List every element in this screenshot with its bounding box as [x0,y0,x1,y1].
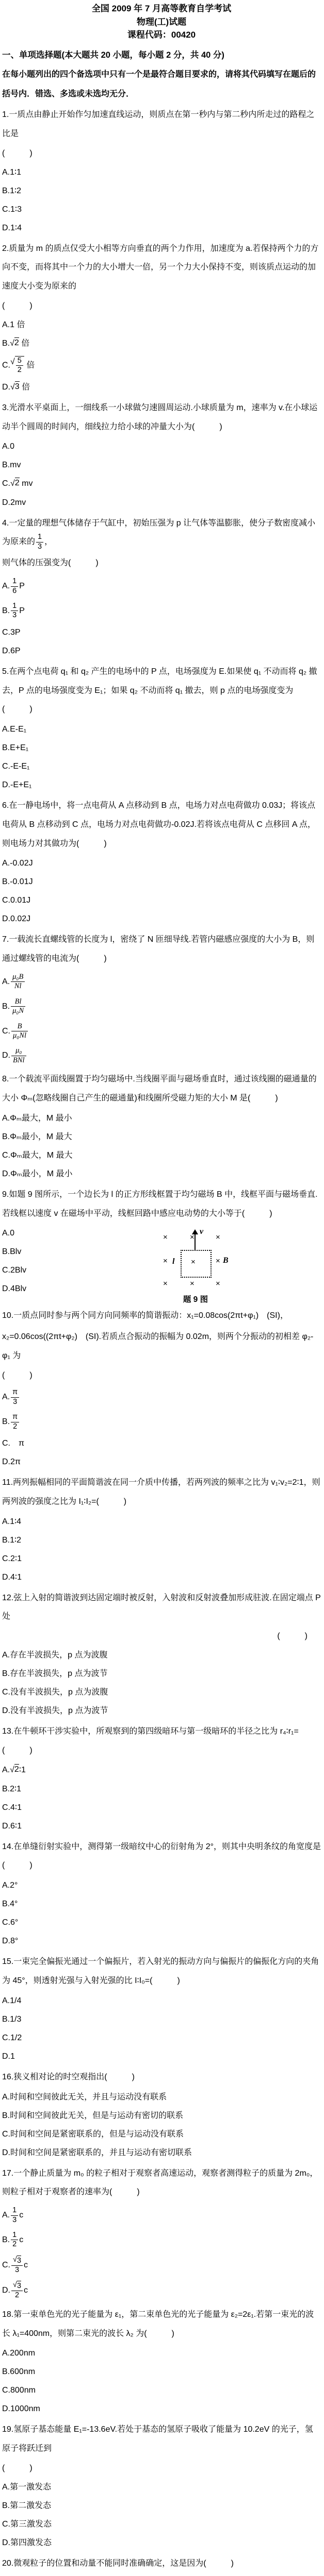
options [2,2203,321,2303]
exam-title: 全国 2009 年 7 月高等教育自学考试 [2,2,321,15]
question-stem: 2.质量为 m 的质点仅受大小相等方向垂直的两个力作用，加速度为 a.若保持两个力的方向不变，而将其中一个力的大小增大一倍，另一个力大小保持不变，则该质点运动的加速度大小变为原来的 [2,240,321,296]
option-a: A.0 [2,1224,157,1243]
option-d: D.-E+E₁ [2,776,321,794]
fraction [16,357,23,375]
denominator: 2 [16,366,23,375]
option-b: B.1∶2 [2,182,321,200]
options [2,2574,321,2576]
section-instructions: 在每小题列出的四个备选项中只有一个是最符合题目要求的，请将其代码填写在题后的括号内．错选、多选或未选均无分． [2,65,321,104]
option-a: A.时间和空间彼此无关，并且与运动没有联系 [2,2088,321,2107]
options [2,1513,321,1587]
radicand: √ 2 [14,337,19,348]
option-a: A.2° [2,1876,321,1895]
option-suffix: c [24,2261,28,2269]
velocity-arrow-icon [195,1234,196,1251]
question-14 [2,1838,321,1951]
question-stem: 10.一质点同时参与两个同方向同频率的简谐振动：x₁=0.08cos(2πt+φ₁) (SI)， [2,1307,321,1326]
numerator: μ₀ [11,1046,26,1056]
option-c: C.2∶1 [2,1550,321,1568]
option-c: C. π [2,1434,321,1453]
option-d: D.0.02J [2,910,321,928]
sqrt-radical [10,381,20,394]
option-d: D.6P [2,642,321,660]
option-b: B.1/3 [2,2010,321,2029]
option-d: D.4∶1 [2,1568,321,1587]
stem-text: 4.一定量的理想气体储存于气缸中，初始压强为 p 让气体等温膨胀，使分子数密度减小为原来的 [2,519,315,547]
options [2,316,321,397]
radicand: √ 3 [17,2256,21,2265]
option-c: C.没有半波损失，p 点为波腹 [2,1683,321,1702]
option-suffix: c [19,2235,23,2244]
sqrt-radical [10,1764,19,1776]
option-d: D.1∶4 [2,219,321,238]
question-9-body [2,1224,321,1304]
options [2,1761,321,1835]
option-a: A.0 [2,437,321,456]
numerator: 1 [11,602,18,611]
options [2,1876,321,1951]
question-16 [2,2068,321,2162]
fraction [11,602,18,620]
answer-paren: ( ) [2,1367,321,1384]
fraction [11,1022,28,1041]
fraction [11,2206,18,2225]
option-prefix: A. [2,1766,10,1775]
option-c: C.1/2 [2,2029,321,2047]
option-c [2,1019,321,1044]
answer-paren: ( ) [2,145,321,162]
numerator: √ 5 [16,357,23,366]
option-c: C.0.01J [2,891,321,910]
fraction [36,533,43,551]
options [2,854,321,928]
option-d [2,1043,321,1068]
question-20 [2,2554,321,2576]
numerator [11,2256,23,2266]
option-prefix: C. [2,2261,10,2269]
option-b [2,334,321,353]
option-b [2,1410,321,1434]
options [2,1646,321,1720]
exam-subtitle: 物理(工)试题 [2,15,321,29]
option-a: A.1 倍 [2,316,321,334]
option-d [2,2278,321,2303]
option-c: C.第三激发态 [2,2515,321,2534]
fraction [11,1413,19,1431]
option-a: A.200nm [2,2344,321,2363]
option-b: B.第二激发态 [2,2497,321,2515]
option-prefix: B. [2,1002,10,1011]
option-c: C.6° [2,1913,321,1932]
option-d: D.1 [2,2047,321,2066]
option-prefix: B. [2,339,10,348]
question-stem: 19.氢原子基态能量 E₁=-13.6eV.若处于基态的氢原子吸收了能量为 10.2eV 的光子，氢原子将跃迁到 [2,2420,321,2459]
options [2,2088,321,2162]
sqrt-radical [10,356,24,375]
figure-9 [157,1227,234,1304]
option-d: D.时间和空间是紧密联系的，并且与运动有密切联系 [2,2144,321,2162]
fraction [11,2256,23,2275]
options [2,437,321,512]
question-13 [2,1722,321,1836]
question-18 [2,2306,321,2419]
option-c: C.时间和空间是紧密联系的，但是与运动没有联系 [2,2125,321,2144]
option-d: D.6∶1 [2,1817,321,1836]
answer-paren: ( ) [2,1628,321,1645]
question-1 [2,106,321,237]
denominator: μ₀Nl [11,1031,28,1040]
option-a: A.-0.02J [2,854,321,873]
question-stem: 3.光滑水平桌面上，一细线系一小球做匀速圆周运动.小球质量为 m，速率为 v.在小球运动半个圆周的时间内，细线拉力给小球的冲量大小为( ) [2,399,321,437]
field-cross-icon [163,1280,168,1287]
option-prefix: B. [2,2235,10,2244]
option-suffix: mv [20,480,33,488]
figure-9-diagram [157,1227,234,1288]
option-prefix: D. [2,1052,10,1060]
question-stem: x₂=0.06cos((2πt+φ₂) (SI).若质点合振动的振幅为 0.02m，则两个分振动的初相差 φ₂-φ₁ 为 [2,1328,321,1366]
numerator: 1 [11,2206,18,2215]
option-d: D.第四激发态 [2,2534,321,2552]
question-3 [2,399,321,512]
options [2,2478,321,2552]
denominator: 3 [11,2266,23,2275]
question-stem: 1.一质点由静止开始作匀加速直线运动，则质点在第一秒内与第二秒内所走过的路程之比是 [2,106,321,144]
question-stem: 9.如题 9 图所示，一个边长为 l 的正方形线框置于均匀磁场 B 中，线框平面与磁场垂直.若线框以速度 v 在磁场中平动，线框回路中感应电动势的大小等于( ) [2,1185,321,1224]
option-suffix: 倍 [19,339,29,348]
question-17 [2,2164,321,2303]
denominator: 6 [11,587,18,596]
numerator: B [11,1022,28,1031]
fraction [11,997,25,1016]
option-a [2,2203,321,2228]
question-stem: 16.狭义相对论的时空观指出( ) [2,2068,321,2087]
fraction [11,577,18,596]
option-d [2,378,321,397]
option-d: D.8° [2,1932,321,1951]
option-d: D.Φₘ最小，M 最小 [2,1165,321,1183]
option-a: A.第一激发态 [2,2478,321,2497]
denominator: BNl [11,1056,26,1065]
question-stem: 12.弦上入射的简谐波到达固定端时被反射，入射波和反射波叠加形成驻波.在固定端点 P 处 [2,1589,321,1627]
option-c: C.Φₘ最大，M 最大 [2,1146,321,1165]
option-b: B.Φₘ最小，M 最大 [2,1128,321,1146]
option-c [2,353,321,378]
question-stem: 11.两列振幅相同的平面简谐波在同一介质中传播，若两列波的频率之比为 v₁∶v₂=2∶1，则两列波的强度之比为 I₁∶I₂=( ) [2,1473,321,1512]
option-suffix: ∶1 [19,1766,26,1775]
field-cross-icon [216,1280,220,1287]
option-prefix: A. [2,1393,10,1402]
option-a: A.存在半波损失，p 点为波腹 [2,1646,321,1665]
denominator: μ₀N [11,1007,25,1015]
numerator: 1 [11,577,18,586]
option-c: C.4∶1 [2,1799,321,1817]
denominator: 3 [36,543,43,551]
radicand: √ 3 [15,381,20,392]
numerator: 1 [11,2231,18,2240]
field-cross-icon [216,1233,220,1241]
option-d: D.2π [2,1453,321,1471]
fraction [11,2231,18,2249]
option-c [2,474,321,493]
question-9 [2,1185,321,1305]
option-suffix: 倍 [24,361,35,369]
option-c: C.3P [2,623,321,642]
option-prefix: A. [2,2211,10,2219]
option-b [2,994,321,1019]
sqrt-radical [10,337,19,350]
fraction [11,2281,23,2300]
radicand: √ 3 [17,2281,21,2291]
options [2,1385,321,1471]
radicand: √ 2 [15,478,20,488]
answer-paren: ( ) [2,297,321,315]
option-prefix: D. [2,383,10,392]
section-heading: 一、单项选择题(本大题共 20 小题，每小题 2 分，共 40 分) [2,48,321,63]
numerator [11,2281,23,2291]
question-10 [2,1307,321,1471]
question-stem: 6.在一静电场中，将一点电荷从 A 点移动到 B 点，电场力对点电荷做功 0.03J；将该点电荷从 B 点移动到 C 点，电场力对点电荷做功-0.02J.若将该点电荷从 C 点移回 A 点，则电场力对其做功为( ) [2,796,321,853]
question-stem [2,514,321,552]
question-stem: 13.在牛顿环干涉实验中，所观察到的第四级暗环与第一级暗环的半径之比为 r₄∶r₁=( ) [2,1722,321,1760]
option-c: C.-E-E₁ [2,757,321,776]
option-d: D.没有半波损失，p 点为波节 [2,1702,321,1720]
option-suffix: P [19,606,25,615]
denominator: 3 [11,1398,19,1406]
numerator: π [11,1413,19,1422]
velocity-arrowhead-icon [192,1229,198,1234]
option-b: B.时间和空间彼此无关，但是与运动有密切的联系 [2,2107,321,2125]
field-label: B [223,1256,229,1265]
option-b: B.1∶2 [2,1531,321,1550]
question-stem: 则气体的压强变为( ) [2,554,321,573]
option-prefix: A. [2,977,10,986]
option-a [2,1761,321,1780]
option-a [2,2574,321,2576]
question-2 [2,240,321,397]
question-stem: 18.第一束单色光的光子能量为 ε₁，第二束单色光的光子能量为 ε₂=2ε₁.若第一束光的波长 λ₁=400nm，则第二束光的波长 λ₂ 为( ) [2,2306,321,2344]
option-a: A.Φₘ最大，M 最小 [2,1109,321,1128]
option-a [2,1385,321,1410]
figure-caption: 题 9 图 [157,1293,234,1304]
option-b: B.-0.01J [2,873,321,891]
sqrt-radical [13,2256,21,2265]
option-a: A.1∶1 [2,163,321,182]
question-stem: 8.一个载流平面线圈置于均匀磁场中.当线圈平面与磁场垂直时，通过该线圈的磁通量的大小 Φₘ(忽略线圈自己产生的磁通量)和线圈所受磁力矩的大小 M 是( ) [2,1070,321,1108]
option-b: B.4° [2,1895,321,1913]
question-stem: 7.一载流长直螺线管的长度为 l，密绕了 N 匝细导线.若管内磁感应强度的大小为 B，则通过螺线管的电流为( ) [2,930,321,969]
option-a [2,574,321,599]
denominator: 2 [11,1422,19,1431]
question-stem: 5.在两个点电荷 q₁ 和 q₂ 产生的电场中的 P 点，电场强度为 E.如果使 q₁ 不动而将 q₂ 撤去，P 点的电场强度变为 E₁；如果 q₂ 不动而将 q₁ 撤去，则 p 点的电场强度变为( ) [2,663,321,719]
option-b [2,599,321,623]
radicand [15,356,24,375]
option-d: D.2mv [2,494,321,512]
option-suffix: c [24,2286,28,2295]
numerator: 1 [36,533,43,542]
denominator: 2 [11,2291,23,2300]
option-c [2,2252,321,2278]
option-a [2,970,321,994]
option-b [2,2228,321,2252]
options [2,1992,321,2066]
denominator: 3 [11,611,18,620]
options [2,720,321,794]
denominator: Nl [11,982,25,991]
fraction [11,1046,26,1065]
option-b: B.Blv [2,1243,157,1261]
stem-text: ， [44,538,53,547]
option-b: B.E+E₁ [2,739,321,757]
option-b: B.mv [2,456,321,474]
option-b: B.2∶1 [2,1780,321,1799]
option-b: B.600nm [2,2363,321,2381]
question-12 [2,1589,321,1720]
option-prefix: B. [2,1417,10,1426]
options [2,970,321,1068]
option-suffix: 倍 [20,383,30,392]
question-6 [2,796,321,928]
option-c: C.1∶3 [2,200,321,219]
radicand: √ 2 [14,1764,19,1775]
options [2,574,321,660]
question-15 [2,1953,321,2066]
option-prefix: C. [2,480,10,488]
question-stem: 14.在单缝衍射实验中，测得第一级暗纹中心的衍射角为 2°，则其中央明条纹的角宽度是 ( ) [2,1838,321,1876]
options [2,1109,321,1183]
numerator: μ₀B [11,973,25,982]
option-c: C.2Blv [2,1261,157,1280]
field-cross-icon [216,1257,220,1265]
question-8 [2,1070,321,1183]
options [2,2344,321,2418]
question-11 [2,1473,321,1587]
option-prefix: A. [2,582,10,590]
options [2,163,321,238]
option-c: C.800nm [2,2381,321,2400]
field-cross-icon [163,1257,168,1265]
question-stem: 20.微观粒子的位置和动量不能同时准确确定，这是因为( ) [2,2554,321,2573]
option-suffix: P [19,582,25,590]
sqrt-radical [10,478,20,490]
fraction [11,973,25,991]
option-a: A.E-E₁ [2,720,321,739]
option-suffix: c [19,2211,23,2219]
numerator: Bl [11,997,25,1007]
option-prefix: C. [2,361,10,369]
option-prefix: B. [2,606,10,615]
wire-loop-square [181,1250,212,1278]
course-code: 课程代码：00420 [2,28,321,42]
sqrt-radical [13,2281,21,2291]
fraction [11,1388,19,1406]
field-cross-icon [163,1233,168,1241]
question-stem: 17.一个静止质量为 m₀ 的粒子相对于观察者高速运动，观察者测得粒子的质量为 2m₀，则粒子相对于观察者的速率为( ) [2,2164,321,2202]
options [2,1224,157,1298]
denominator: 2 [11,2240,18,2249]
question-stem: 15.一束完全偏振光通过一个偏振片，若入射光的振动方向与偏振片的偏振化方向的夹角为 45°，则透射光强与入射光强的比 I∶I₀=( ) [2,1953,321,1991]
option-d: D.4Blv [2,1280,157,1298]
question-19 [2,2420,321,2552]
option-a: A.1∶4 [2,1513,321,1531]
side-length-label: l [172,1257,174,1266]
question-5 [2,663,321,794]
question-7 [2,930,321,1068]
field-cross-icon [190,1233,195,1241]
velocity-label: v [200,1227,203,1236]
field-cross-icon [190,1280,195,1287]
denominator: 3 [11,2216,18,2225]
question-4 [2,514,321,660]
option-d: D.1000nm [2,2400,321,2418]
answer-paren: ( ) [2,2460,321,2477]
option-a: A.1/4 [2,1992,321,2010]
option-b: B.存在半波损失，p 点为波节 [2,1665,321,1683]
option-prefix: D. [2,2286,10,2295]
numerator: π [11,1388,19,1397]
option-prefix: C. [2,1027,10,1036]
